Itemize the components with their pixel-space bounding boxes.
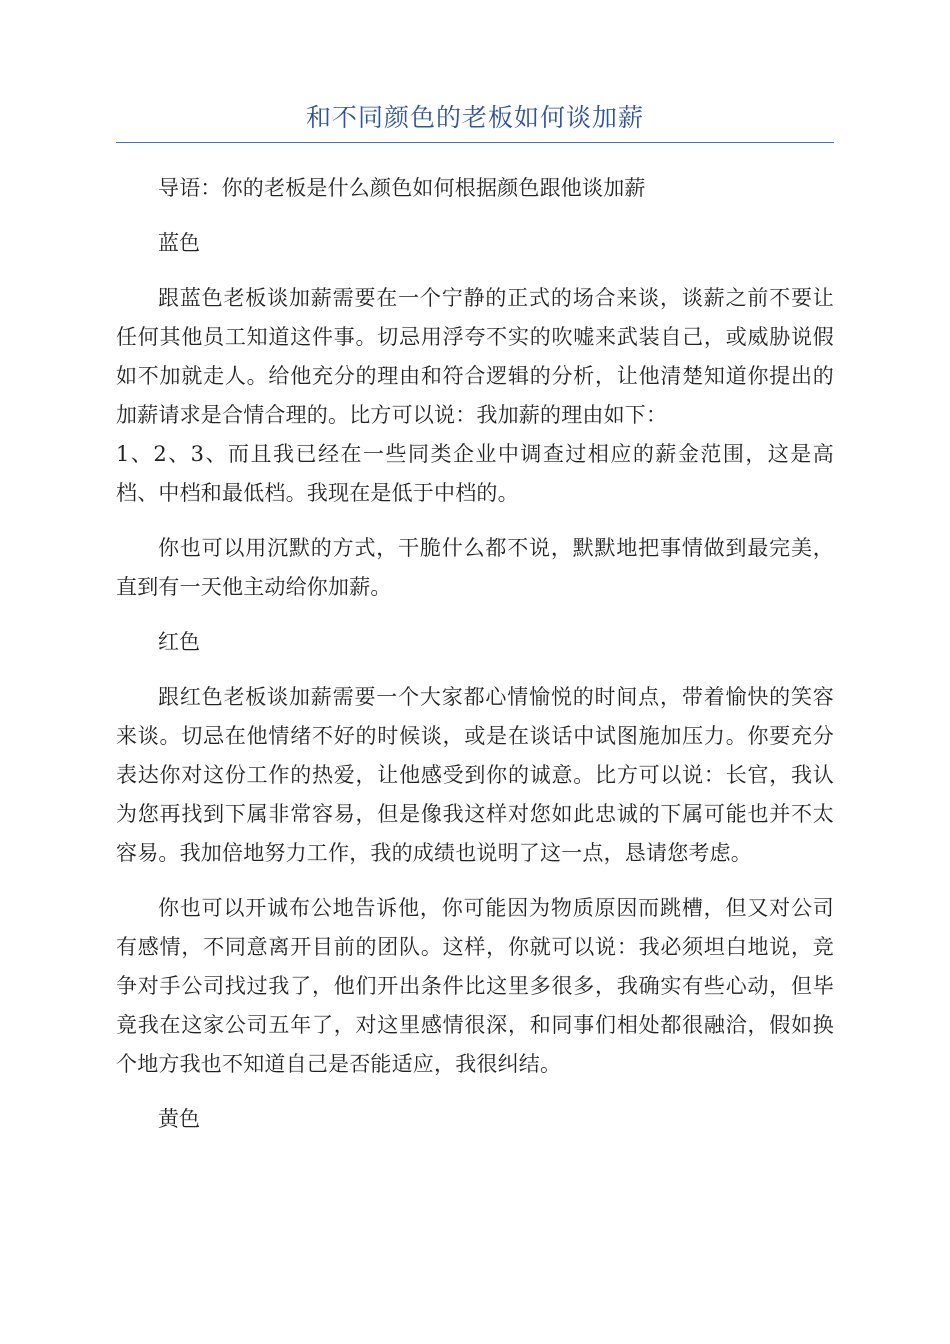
section-heading-blue: 蓝色 bbox=[158, 231, 200, 255]
intro-paragraph: 导语：你的老板是什么颜色如何根据颜色跟他谈加薪 bbox=[158, 176, 646, 200]
section-heading-yellow: 黄色 bbox=[158, 1107, 200, 1131]
blue-paragraph-2: 你也可以用沉默的方式，干脆什么都不说，默默地把事情做到最完美，直到有一天他主动给你加薪。 bbox=[116, 536, 834, 599]
red-paragraph-1: 跟红色老板谈加薪需要一个大家都心情愉悦的时间点，带着愉快的笑容来谈。切忌在他情绪不好的时候谈，或是在谈话中试图施加压力。你要充分表达你对这份工作的热爱，让他感受到你的诚意。比方可以说：长官，我认为您再找到下属非常容易，但是像我这样对您如此忠诚的下属可能也并不太容易。我加倍地努力工作，我的成绩也说明了这一点，恳请您考虑。 bbox=[116, 685, 834, 865]
red-paragraph-2: 你也可以开诚布公地告诉他，你可能因为物质原因而跳槽，但又对公司有感情，不同意离开目前的团队。这样，你就可以说：我必须坦白地说，竞争对手公司找过我了，他们开出条件比这里多很多，我确实有些心动，但毕竟我在这家公司五年了，对这里感情很深，和同事们相处都很融洽，假如换个地方我也不知道自己是否能适应，我很纠结。 bbox=[116, 896, 834, 1076]
document-page bbox=[116, 100, 834, 1155]
title-underline bbox=[116, 142, 834, 143]
blue-paragraph-1-list: 1、2、3、而且我已经在一些同类企业中调查过相应的薪金范围，这是高档、中档和最低档。我现在是低于中档的。 bbox=[116, 442, 834, 505]
blue-paragraph-1: 跟蓝色老板谈加薪需要在一个宁静的正式的场合来谈，谈薪之前不要让任何其他员工知道这件事。切忌用浮夸不实的吹嘘来武装自己，或威胁说假如不加就走人。给他充分的理由和符合逻辑的分析，让他清楚知道你提出的加薪请求是合情合理的。比方可以说：我加薪的理由如下： bbox=[116, 286, 834, 427]
document-title: 和不同颜色的老板如何谈加薪 bbox=[305, 103, 644, 132]
section-heading-red: 红色 bbox=[158, 630, 200, 654]
